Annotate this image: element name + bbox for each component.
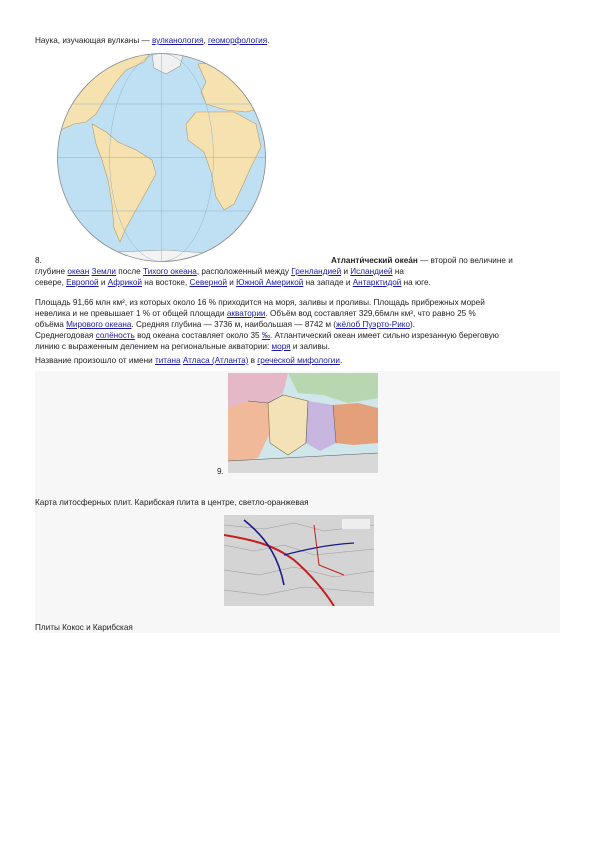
link-aquatoria[interactable]: акватории bbox=[226, 309, 266, 318]
tectonic-plates-map-image bbox=[228, 373, 378, 473]
volcanology-line: Наука, изучающая вулканы — вулканология, геоморфология. bbox=[35, 36, 270, 45]
atlantic-globe-image bbox=[56, 52, 267, 263]
link-world-ocean[interactable]: Мирового океана bbox=[66, 320, 132, 329]
link-titan[interactable]: титана bbox=[154, 356, 181, 365]
link-south-america[interactable]: Южной Америкой bbox=[236, 278, 304, 287]
link-pacific-ocean[interactable]: Тихого океана bbox=[142, 267, 197, 276]
link-earth[interactable]: Земли bbox=[91, 267, 117, 276]
link-permille[interactable]: ‰ bbox=[261, 331, 271, 340]
link-geomorphology[interactable]: геоморфология bbox=[208, 36, 268, 45]
link-north-america[interactable]: Северной bbox=[189, 278, 227, 287]
atlantic-ocean-title-line: Атланти́ческий океа́н — второй по величине и bbox=[331, 256, 513, 265]
item-number-9: 9. bbox=[217, 467, 224, 476]
link-seas[interactable]: моря bbox=[271, 342, 291, 351]
link-puerto-rico-trench[interactable]: жёлоб Пуэрто-Рико bbox=[335, 320, 411, 329]
link-greek-mythology[interactable]: греческой мифологии bbox=[257, 356, 340, 365]
link-antarctica[interactable]: Антарктидой bbox=[352, 278, 402, 287]
name-origin-line: Название произошло от имени титана Атласа (Атланта) в греческой мифологии. bbox=[35, 356, 343, 365]
cocos-caribbean-caption: Плиты Кокос и Карибская bbox=[35, 623, 133, 632]
area-paragraph: Площадь 91,66 млн км², из которых около 16 % приходится на моря, заливы и проливы. Площадь прибрежных морей невелика и не превышает 1 % от общей площади акватории. Объём вод составляет 329,66млн км³, что равно 25 % объёма Мирового океана. Средняя глубина — 3736 м, наибольшая — 8742 м (жёлоб Пуэрто-Рико). Среднегодовая солёность вод океана составляет около 35 ‰. Атлантический океан имеет сильно изрезанную береговую линию с выраженным делением на региональные акватории: моря и заливы. bbox=[35, 298, 499, 351]
link-atlas[interactable]: Атласа (Атланта) bbox=[182, 356, 249, 365]
item-number-8: 8. bbox=[35, 256, 42, 265]
atlantic-line-2: глубине океан Земли после Тихого океана, расположенный между Гренландией и Исландией на bbox=[35, 267, 404, 276]
link-ocean[interactable]: океан bbox=[67, 267, 90, 276]
cocos-caribbean-plates-map-image bbox=[224, 515, 374, 606]
atlantic-ocean-title: Атланти́ческий океа́н bbox=[331, 256, 418, 265]
link-salinity[interactable]: солёность bbox=[95, 331, 135, 340]
link-europe[interactable]: Европой bbox=[66, 278, 99, 287]
plates-map-caption: Карта литосферных плит. Карибская плита в центре, светло-оранжевая bbox=[35, 498, 309, 507]
link-africa[interactable]: Африкой bbox=[107, 278, 142, 287]
link-iceland[interactable]: Исландией bbox=[350, 267, 393, 276]
link-volcanology[interactable]: вулканология bbox=[151, 36, 204, 45]
atlantic-line-3: севере, Европой и Африкой на востоке, Северной и Южной Америкой на западе и Антарктидой на юге. bbox=[35, 278, 431, 287]
link-greenland[interactable]: Гренландией bbox=[291, 267, 342, 276]
